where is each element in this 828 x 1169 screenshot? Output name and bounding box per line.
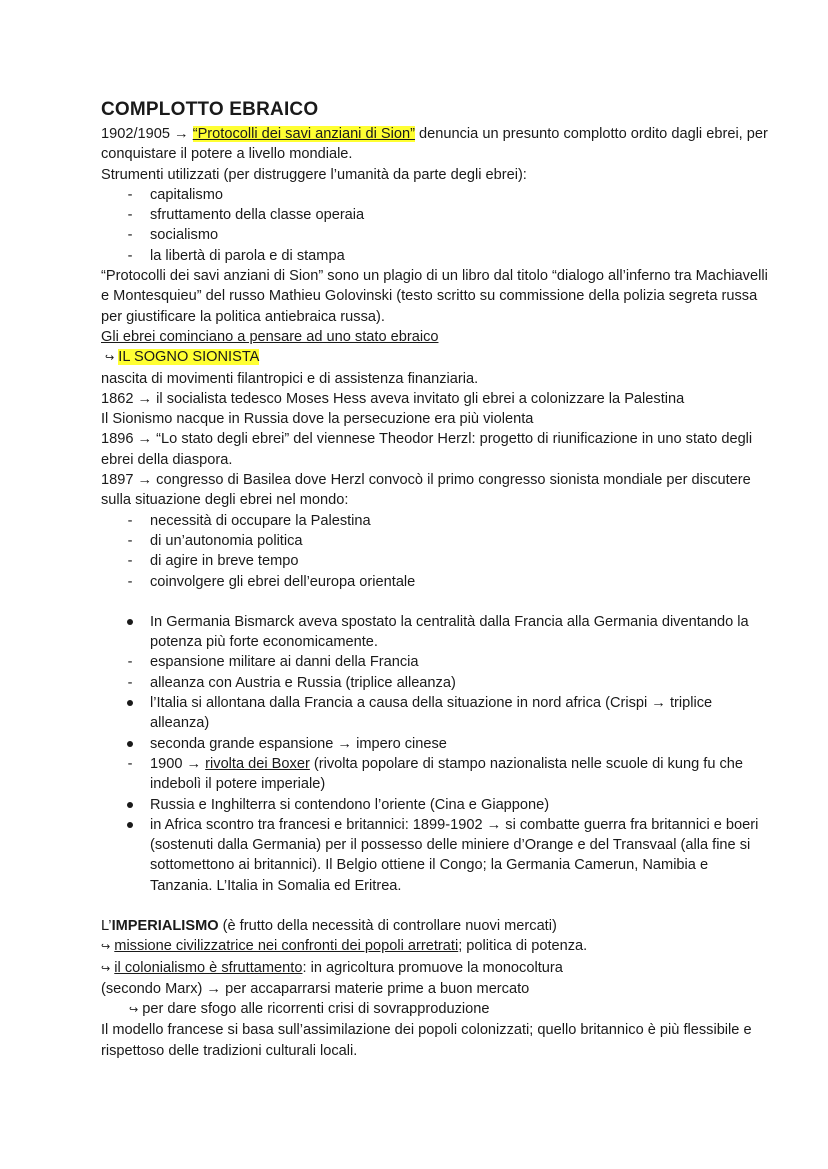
- list-item: In Germania Bismarck aveva spostato la centralità dalla Francia alla Germania diventando la potenza più forte economicamente.: [101, 612, 768, 653]
- return-arrow-icon: ↪: [101, 962, 111, 975]
- sion-line: 1862 → il socialista tedesco Moses Hess aveva invitato gli ebrei a colonizzare la Palestina: [101, 390, 685, 407]
- intro-rest: denuncia un presunto complotto ordito dagli ebrei, per conquistare il potere a livello mondiale.: [101, 126, 768, 163]
- list-item: - alleanza con Austria e Russia (triplice alleanza): [101, 673, 768, 693]
- list-item: - socialismo: [101, 225, 768, 245]
- dash-marker: -: [127, 553, 133, 570]
- return-arrow-icon: ↪: [101, 941, 111, 954]
- protocolli-highlight: “Protocolli dei savi anziani di Sion”: [192, 126, 415, 142]
- dash-marker: -: [127, 573, 133, 590]
- tools-intro: Strumenti utilizzati (per distruggere l’umanità da parte degli ebrei):: [101, 166, 527, 183]
- bullet-marker: [127, 822, 133, 828]
- imp-line-2: ↪ il colonialismo è sfruttamento: in agricoltura promuove la monocoltura: [101, 959, 563, 976]
- list-item: - capitalismo: [101, 185, 768, 205]
- sion-line: Il Sionismo nacque in Russia dove la persecuzione era più violenta: [101, 411, 534, 428]
- list-item: l’Italia si allontana dalla Francia a causa della situazione in nord africa (Crispi → triplice alleanza): [101, 693, 768, 734]
- dash-marker: -: [127, 512, 133, 529]
- dash-marker: -: [127, 186, 133, 203]
- tools-list: [101, 185, 768, 266]
- dash-marker: -: [127, 227, 133, 244]
- list-item: - coinvolgere gli ebrei dell’europa orientale: [101, 572, 768, 592]
- imp-line-1: ↪ missione civilizzatrice nei confronti dei popoli arretrati; politica di potenza.: [101, 938, 588, 955]
- sion-line: 1897 → congresso di Basilea dove Herzl convocò il primo congresso sionista mondiale per discutere sulla situazione degli ebrei nel mondo:: [101, 472, 751, 509]
- list-item: - di agire in breve tempo: [101, 551, 768, 571]
- spacer: [101, 592, 768, 612]
- return-arrow-icon: ↪: [129, 1004, 139, 1017]
- list-item: - la libertà di parola e di stampa: [101, 246, 768, 266]
- imp-line-4: ↪ per dare sfogo alle ricorrenti crisi di sovrapproduzione: [129, 1001, 490, 1018]
- dash-marker: -: [127, 674, 133, 691]
- list-item: seconda grande espansione → impero cinese: [101, 734, 768, 754]
- imp-line-3: (secondo Marx) → per accaparrarsi materie prime a buon mercato: [101, 980, 530, 997]
- list-item: - sfruttamento della classe operaia: [101, 205, 768, 225]
- intro-paragraph: [101, 124, 768, 165]
- sogno-line: [101, 347, 768, 368]
- plagio-paragraph: “Protocolli dei savi anziani di Sion” sono un plagio di un libro dal titolo “dialogo all’inferno tra Machiavelli e Montesquieu” del russo Mathieu Golovinski (testo scritto su commissione della polizia segreta russa per giustificare la politica antiebraica russa).: [101, 268, 768, 325]
- list-item: - 1900 → rivolta dei Boxer (rivolta popolare di stampo nazionalista nelle scuole di kung fu che indebolì il potere imperiale): [101, 754, 768, 795]
- sogno-highlight: IL SOGNO SIONISTA: [118, 349, 260, 366]
- imp-conclusion: Il modello francese si basa sull’assimilazione dei popoli colonizzati; quello britannico è più flessibile e rispettoso delle tradizioni culturali locali.: [101, 1022, 752, 1059]
- imperialismo-heading: L’IMPERIALISMO (è frutto della necessità di controllare nuovi mercati): [101, 917, 557, 934]
- stato-ebraico-line: Gli ebrei cominciano a pensare ad uno stato ebraico: [101, 328, 439, 345]
- page-title: COMPLOTTO EBRAICO: [101, 99, 319, 120]
- dash-marker: -: [127, 247, 133, 264]
- spacer: [101, 896, 768, 916]
- list-item: - necessità di occupare la Palestina: [101, 511, 768, 531]
- intro-date: 1902/1905 →: [101, 126, 189, 142]
- dash-marker: -: [127, 654, 133, 671]
- boxer-link: rivolta dei Boxer: [205, 755, 310, 772]
- list-item: Russia e Inghilterra si contendono l’oriente (Cina e Giappone): [101, 795, 768, 815]
- list-item: - di un’autonomia politica: [101, 531, 768, 551]
- sion-line: 1896 → “Lo stato degli ebrei” del viennese Theodor Herzl: progetto di riunificazione in uno stato degli ebrei della diaspora.: [101, 431, 753, 468]
- return-arrow-icon: ↪: [105, 352, 115, 365]
- bullet-marker: [127, 700, 133, 706]
- bullet-marker: [127, 802, 133, 808]
- list-item: - espansione militare ai danni della Francia: [101, 652, 768, 672]
- history-list: [101, 612, 768, 896]
- dash-marker: -: [127, 532, 133, 549]
- bullet-marker: [127, 619, 133, 625]
- congress-list: [101, 511, 768, 592]
- dash-marker: -: [127, 207, 133, 224]
- sion-line: nascita di movimenti filantropici e di assistenza finanziaria.: [101, 370, 479, 387]
- dash-marker: -: [127, 755, 133, 772]
- list-item: in Africa scontro tra francesi e britannici: 1899-1902 → si combatte guerra fra britannici e boeri (sostenuti dalla Germania) per il possesso delle miniere d’Orange e del Transvaal (alla fine si sottomettono ai britannici). Il Belgio ottiene il Congo; la Germania Camerun, Namibia e Tanzania. L’Italia in Somalia ed Eritrea.: [101, 815, 768, 896]
- bullet-marker: [127, 741, 133, 747]
